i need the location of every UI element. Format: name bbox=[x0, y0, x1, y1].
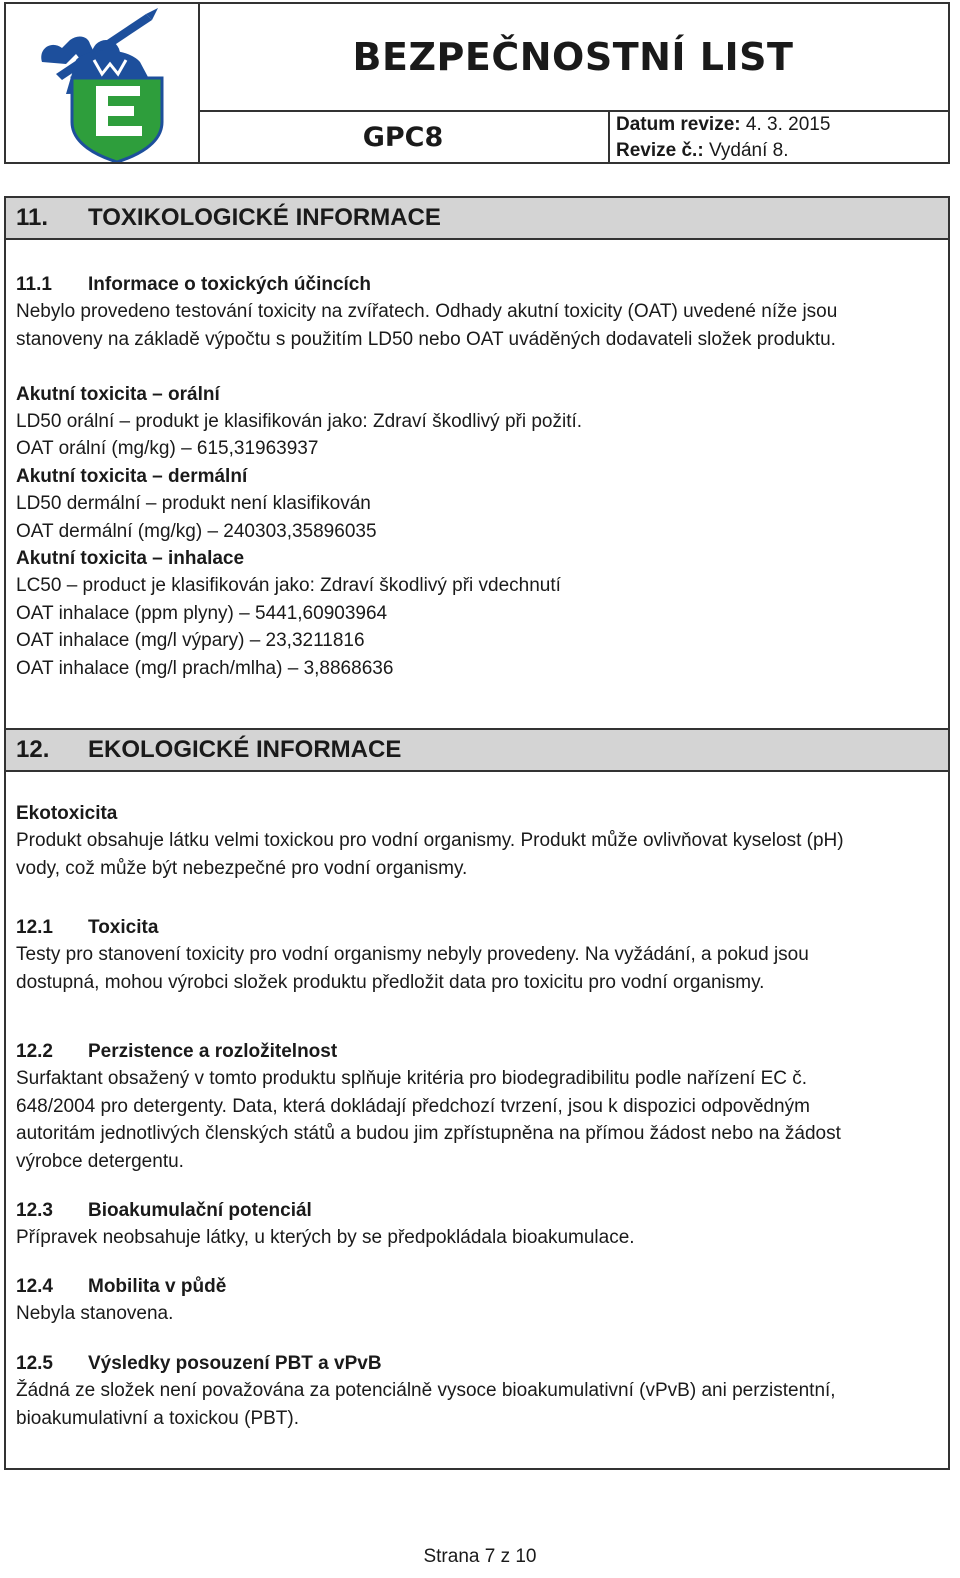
subsection-title: Perzistence a rozložitelnost bbox=[88, 1041, 338, 1062]
product-code: GPC8 bbox=[362, 121, 444, 153]
subsection-12-1 bbox=[16, 914, 926, 996]
paragraph-line: OAT inhalace (mg/l prach/mlha) – 3,8868636 bbox=[16, 657, 394, 679]
subsection-number: 12.2 bbox=[16, 1041, 53, 1062]
paragraph-line: LC50 – product je klasifikován jako: Zdraví škodlivý při vdechnutí bbox=[16, 575, 561, 597]
paragraph-line: Testy pro stanovení toxicity pro vodní organismy nebyly provedeny. Na vyžádání, a pokud jsou bbox=[16, 944, 809, 966]
title-cell bbox=[198, 4, 948, 112]
subsection-title: Bioakumulační potenciál bbox=[88, 1200, 312, 1221]
section-number: 11. bbox=[16, 204, 49, 231]
ecotoxicity-block bbox=[16, 800, 926, 882]
subsection-heading bbox=[16, 914, 926, 941]
section-12-header bbox=[6, 728, 948, 772]
page-number: Strana 7 z 10 bbox=[423, 1546, 537, 1567]
subsection-12-3 bbox=[16, 1197, 926, 1252]
paragraph-line: LD50 orální – produkt je klasifikován jako: Zdraví škodlivý při požití. bbox=[16, 411, 583, 433]
paragraph-line: Produkt obsahuje látku velmi toxickou pro vodní organismy. Produkt může ovlivňovat kyselost (pH) bbox=[16, 830, 844, 852]
subsection-12-2 bbox=[16, 1038, 926, 1175]
subsection-title: Výsledky posouzení PBT a vPvB bbox=[88, 1353, 382, 1374]
document-header bbox=[4, 2, 950, 164]
subsection-number: 11.1 bbox=[16, 274, 52, 295]
subsection-heading bbox=[16, 1197, 926, 1224]
paragraph-line: OAT inhalace (mg/l výpary) – 23,3211816 bbox=[16, 630, 365, 652]
content-box bbox=[4, 196, 950, 1470]
paragraph-line: výrobce detergentu. bbox=[16, 1150, 184, 1172]
paragraph-line: LD50 dermální – produkt není klasifikován bbox=[16, 493, 371, 515]
paragraph-line: OAT inhalace (ppm plyny) – 5441,60903964 bbox=[16, 602, 388, 624]
inhalation-toxicity-heading: Akutní toxicita – inhalace bbox=[16, 548, 245, 570]
paragraph-line: 648/2004 pro detergenty. Data, která dokládají předchozí tvrzení, jsou k dispozici odpovědným bbox=[16, 1095, 810, 1117]
revision-number-label: Revize č.: bbox=[616, 140, 704, 161]
revision-date-row bbox=[616, 112, 948, 138]
subsection-title: Informace o toxických účincích bbox=[88, 274, 371, 295]
revision-date-value: 4. 3. 2015 bbox=[745, 114, 831, 135]
paragraph-line: Surfaktant obsažený v tomto produktu splňuje kritéria pro biodegradibilitu podle nařízení EC č. bbox=[16, 1068, 808, 1090]
subsection-number: 12.5 bbox=[16, 1353, 53, 1374]
paragraph-line: OAT orální (mg/kg) – 615,31963937 bbox=[16, 438, 319, 460]
ecotoxicity-heading: Ekotoxicita bbox=[16, 803, 118, 824]
subsection-title: Mobilita v půdě bbox=[88, 1276, 227, 1297]
paragraph-line: Nebyla stanovena. bbox=[16, 1303, 174, 1325]
subsection-number: 12.4 bbox=[16, 1276, 53, 1297]
paragraph-line: Žádná ze složek není považována za potenciálně vysoce bioakumulativní (vPvB) ani perzistentní, bbox=[16, 1380, 836, 1402]
subsection-12-5 bbox=[16, 1350, 926, 1432]
document-title: BEZPEČNOSTNÍ LIST bbox=[352, 35, 794, 79]
subsection-heading bbox=[16, 1350, 926, 1377]
company-logo bbox=[6, 4, 198, 162]
paragraph-line: OAT dermální (mg/kg) – 240303,35896035 bbox=[16, 520, 377, 542]
subsection-number: 12.1 bbox=[16, 917, 53, 938]
dermal-toxicity-heading: Akutní toxicita – dermální bbox=[16, 465, 248, 487]
oral-toxicity-heading: Akutní toxicita – orální bbox=[16, 383, 220, 405]
paragraph-line: Nebylo provedeno testování toxicity na zvířatech. Odhady akutní toxicity (OAT) uvedené níže jsou bbox=[16, 301, 838, 323]
section-title: TOXIKOLOGICKÉ INFORMACE bbox=[88, 204, 441, 231]
revision-date-label: Datum revize: bbox=[616, 114, 741, 135]
revision-number-value: Vydání 8. bbox=[708, 140, 789, 161]
subsection-heading bbox=[16, 1038, 926, 1065]
subsection-heading bbox=[16, 271, 926, 298]
paragraph-line: dostupná, mohou výrobci složek produktu předložit data pro toxicitu pro vodní organismy. bbox=[16, 971, 765, 993]
section-title: EKOLOGICKÉ INFORMACE bbox=[88, 736, 402, 763]
paragraph-line: Přípravek neobsahuje látky, u kterých by se předpokládala bioakumulace. bbox=[16, 1227, 635, 1249]
section-11-header bbox=[6, 196, 948, 240]
paragraph-line: bioakumulativní a toxickou (PBT). bbox=[16, 1407, 300, 1429]
subsection-12-4 bbox=[16, 1273, 926, 1328]
section-11-body bbox=[16, 271, 926, 682]
subsection-title: Toxicita bbox=[88, 917, 159, 938]
subsection-heading bbox=[16, 1273, 926, 1300]
paragraph-line: vody, což může být nebezpečné pro vodní organismy. bbox=[16, 857, 468, 879]
paragraph-line: stanoveny na základě výpočtu s použitím LD50 nebo OAT uváděných dodavateli složek produktu. bbox=[16, 328, 836, 350]
subsection-number: 12.3 bbox=[16, 1200, 53, 1221]
section-number: 12. bbox=[16, 736, 50, 763]
revision-number-row bbox=[616, 138, 948, 164]
revision-cell bbox=[610, 112, 948, 162]
logo-cell bbox=[6, 4, 200, 162]
product-cell bbox=[198, 112, 610, 162]
paragraph-line: autoritám jednotlivých členských států a budou jim zpřístupněna na přímou žádost nebo na žádost bbox=[16, 1123, 841, 1145]
